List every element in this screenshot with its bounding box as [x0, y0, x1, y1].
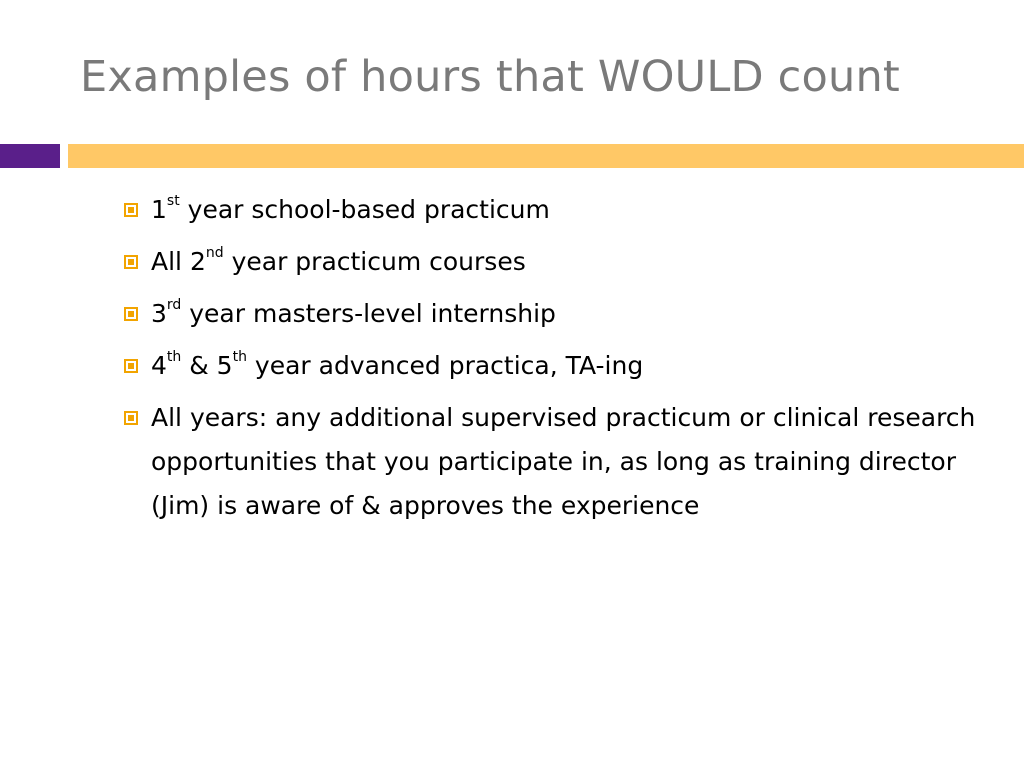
- bullet-ordinal: 4: [151, 351, 167, 380]
- bullet-text: year practicum courses: [223, 247, 526, 276]
- square-bullet-icon: [124, 307, 138, 321]
- square-bullet-icon: [124, 411, 138, 425]
- slide-title: Examples of hours that WOULD count: [80, 52, 900, 102]
- bullet-ordinal-suffix: rd: [166, 296, 182, 313]
- bullet-ordinal-suffix: nd: [205, 244, 224, 261]
- square-bullet-icon: [124, 255, 138, 269]
- bullet-ordinal-suffix: th: [166, 348, 182, 365]
- bullet-item-third-year: [120, 292, 980, 336]
- bullet-text: year advanced practica, TA-ing: [246, 351, 644, 380]
- square-bullet-icon: [124, 359, 138, 373]
- bullet-item-fourth-fifth-year: [120, 344, 980, 388]
- title-rule-gold-bar: [68, 144, 1024, 168]
- bullet-text: year school-based practicum: [179, 195, 550, 224]
- bullet-prefix: All 2: [151, 247, 206, 276]
- bullet-list: [120, 188, 980, 536]
- bullet-ordinal-suffix: st: [166, 192, 180, 209]
- bullet-ordinal: 1: [151, 195, 167, 224]
- bullet-item-all-years: [120, 396, 980, 528]
- bullet-text: year masters-level internship: [181, 299, 556, 328]
- bullet-text: All years: any additional supervised practicum or clinical research opportunities that you participate in, as long as training director (Jim) is aware of & approves the experience: [151, 403, 976, 520]
- bullet-connector: & 5: [181, 351, 233, 380]
- bullet-item-first-year: [120, 188, 980, 232]
- bullet-ordinal-suffix-2: th: [232, 348, 247, 365]
- bullet-ordinal: 3: [151, 299, 167, 328]
- title-rule-purple-accent: [0, 144, 60, 168]
- bullet-item-second-year: [120, 240, 980, 284]
- square-bullet-icon: [124, 203, 138, 217]
